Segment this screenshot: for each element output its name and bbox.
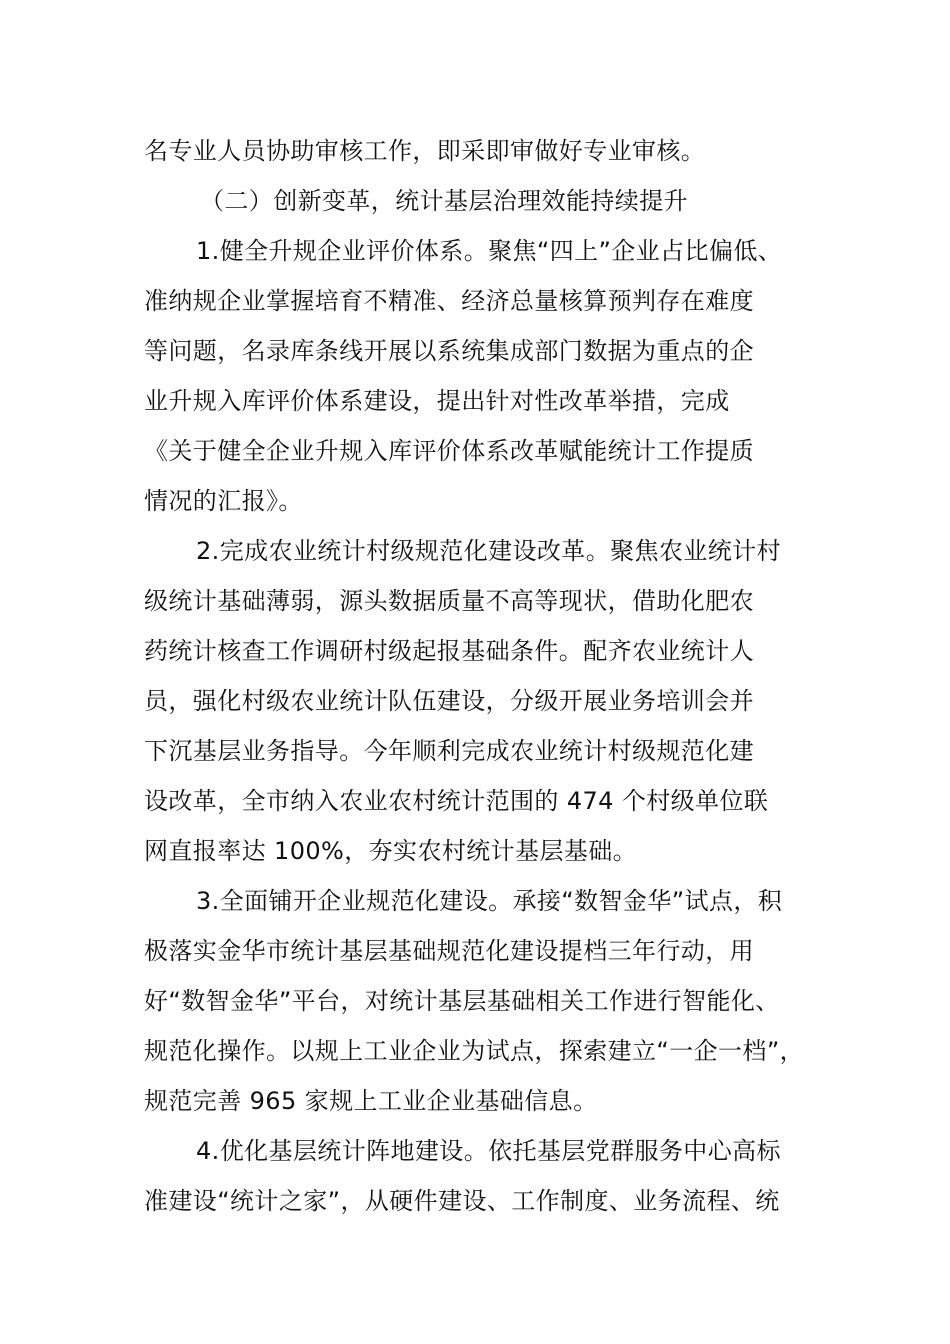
section-heading: （二）创新变革，统计基层治理效能持续提升	[200, 187, 688, 215]
paragraph-line: 下沉基层业务指导。今年顺利完成农业统计村级规范化建	[144, 737, 754, 765]
paragraph-line: 网直报率达 100%，夯实农村统计基层基础。	[144, 837, 638, 865]
paragraph-line: 级统计基础薄弱，源头数据质量不高等现状，借助化肥农	[144, 587, 754, 615]
item-heading: 1.健全升规企业评价体系。聚焦“四上”企业占比偏低、	[196, 237, 783, 265]
paragraph-line: 情况的汇报》。	[144, 487, 303, 515]
paragraph-line: 规范完善 965 家规上工业企业基础信息。	[144, 1087, 598, 1115]
item-heading: 2.完成农业统计村级规范化建设改革。聚焦农业统计村	[196, 537, 781, 565]
paragraph-line: 员，强化村级农业统计队伍建设，分级开展业务培训会并	[144, 687, 754, 715]
paragraph-line: 准建设“统计之家”，从硬件建设、工作制度、业务流程、统	[144, 1187, 780, 1215]
paragraph-line: 药统计核查工作调研村级起报基础条件。配齐农业统计人	[144, 637, 754, 665]
paragraph-line: 设改革，全市纳入农业农村统计范围的 474 个村级单位联	[144, 787, 769, 815]
paragraph-line: 好“数智金华”平台，对统计基层基础相关工作进行智能化、	[144, 987, 780, 1015]
paragraph-line: 极落实金华市统计基层基础规范化建设提档三年行动，用	[144, 937, 754, 965]
paragraph-line: 名专业人员协助审核工作，即采即审做好专业审核。	[144, 137, 706, 165]
paragraph-line: 准纳规企业掌握培育不精准、经济总量核算预判存在难度	[144, 287, 754, 315]
paragraph-line: 《关于健全企业升规入库评价体系改革赋能统计工作提质	[144, 437, 754, 465]
paragraph-line: 等问题，名录库条线开展以系统集成部门数据为重点的企	[144, 337, 754, 365]
item-heading: 3.全面铺开企业规范化建设。承接“数智金华”试点，积	[196, 887, 783, 915]
paragraph-line: 规范化操作。以规上工业企业为试点，探索建立“一企一档”，	[144, 1037, 805, 1065]
item-heading: 4.优化基层统计阵地建设。依托基层党群服务中心高标	[196, 1137, 781, 1165]
paragraph-line: 业升规入库评价体系建设，提出针对性改革举措，完成	[144, 387, 730, 415]
